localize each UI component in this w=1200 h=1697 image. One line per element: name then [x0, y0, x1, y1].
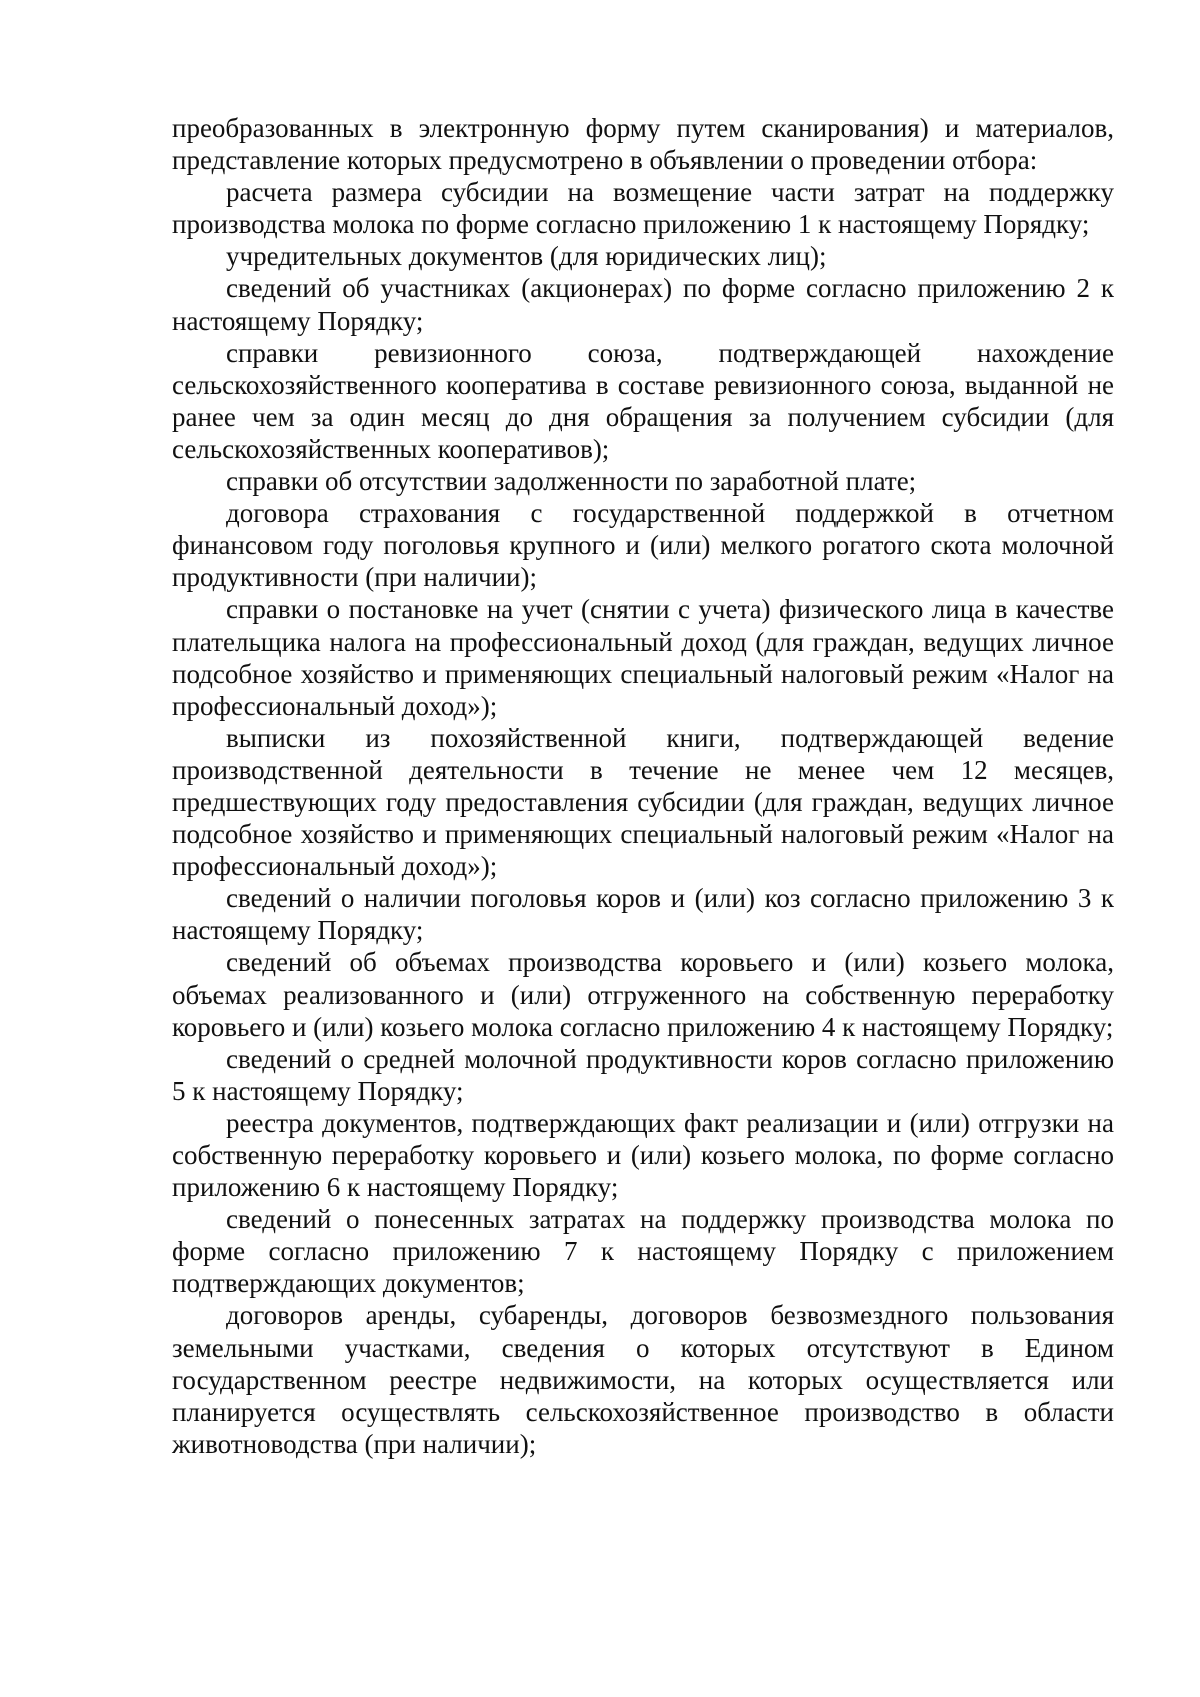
list-item-founding-documents: учредительных документов (для юридических лиц); [226, 241, 827, 272]
list-item-sales-documents-registry: реестра документов, подтверждающих факт реализации и (или) отгрузки на собственную переработку коровьего и (или) козьего молока, по форме согласно приложению 6 к настоящему Порядку; [172, 1107, 1114, 1203]
list-item-costs-info: сведений о понесенных затратах на поддержку производства молока по форме согласно приложению 7 к настоящему Порядку с приложением подтверждающих документов; [172, 1204, 1114, 1299]
list-item-audit-union-certificate: справки ревизионного союза, подтверждающей нахождение сельскохозяйственного кооператива в составе ревизионного союза, выданной не ранее чем за один месяц до дня обращения за получением субсидии (для сельскохозяйственных кооперативов); [172, 337, 1114, 464]
list-item-household-book-extract: выписки из похозяйственной книги, подтверждающей ведение производственной деятельности в течение не менее чем 12 месяцев, предшествующих году предоставления субсидии (для граждан, ведущих личное подсобное хозяйство и применяющих специальный налоговый режим «Налог на профессиональный доход»); [172, 722, 1114, 882]
list-item-milk-productivity: сведений о средней молочной продуктивности коров согласно приложению 5 к настоящему Порядку; [172, 1043, 1114, 1106]
list-item-insurance-contract: договора страхования с государственной поддержкой в отчетном финансовом году поголовья крупного и (или) мелкого рогатого скота молочной продуктивности (при наличии); [172, 498, 1114, 593]
list-item-subsidy-calculation: расчета размера субсидии на возмещение части затрат на поддержку производства молока по форме согласно приложению 1 к настоящему Порядку; [172, 177, 1114, 240]
list-item-shareholders-info: сведений об участниках (акционерах) по форме согласно приложению 2 к настоящему Порядку; [172, 273, 1114, 336]
list-item-milk-production-volumes: сведений об объемах производства коровьего и (или) козьего молока, объемах реализованного и (или) отгруженного на собственную переработку коровьего и (или) козьего молока согласно приложению 4 к настоящему Порядку; [172, 947, 1114, 1042]
list-item-tax-registration-certificate: справки о постановке на учет (снятии с учета) физического лица в качестве плательщика налога на профессиональный доход (для граждан, ведущих личное подсобное хозяйство и применяющих специальный налоговый режим «Налог на профессиональный доход»); [172, 594, 1114, 721]
list-item-no-wage-debt-certificate: справки об отсутствии задолженности по заработной плате; [226, 466, 917, 497]
list-item-livestock-info: сведений о наличии поголовья коров и (или) коз согласно приложению 3 к настоящему Порядку; [172, 883, 1114, 946]
paragraph-continuation: преобразованных в электронную форму путем сканирования) и материалов, представление которых предусмотрено в объявлении о проведении отбора: [172, 113, 1114, 176]
list-item-land-lease-contracts: договоров аренды, субаренды, договоров безвозмездного пользования земельными участками, сведения о которых отсутствуют в Едином государственном реестре недвижимости, на которых осуществляется или планируется осуществлять сельскохозяйственное производство в области животноводства (при наличии); [172, 1300, 1114, 1459]
document-body [172, 112, 1114, 1460]
